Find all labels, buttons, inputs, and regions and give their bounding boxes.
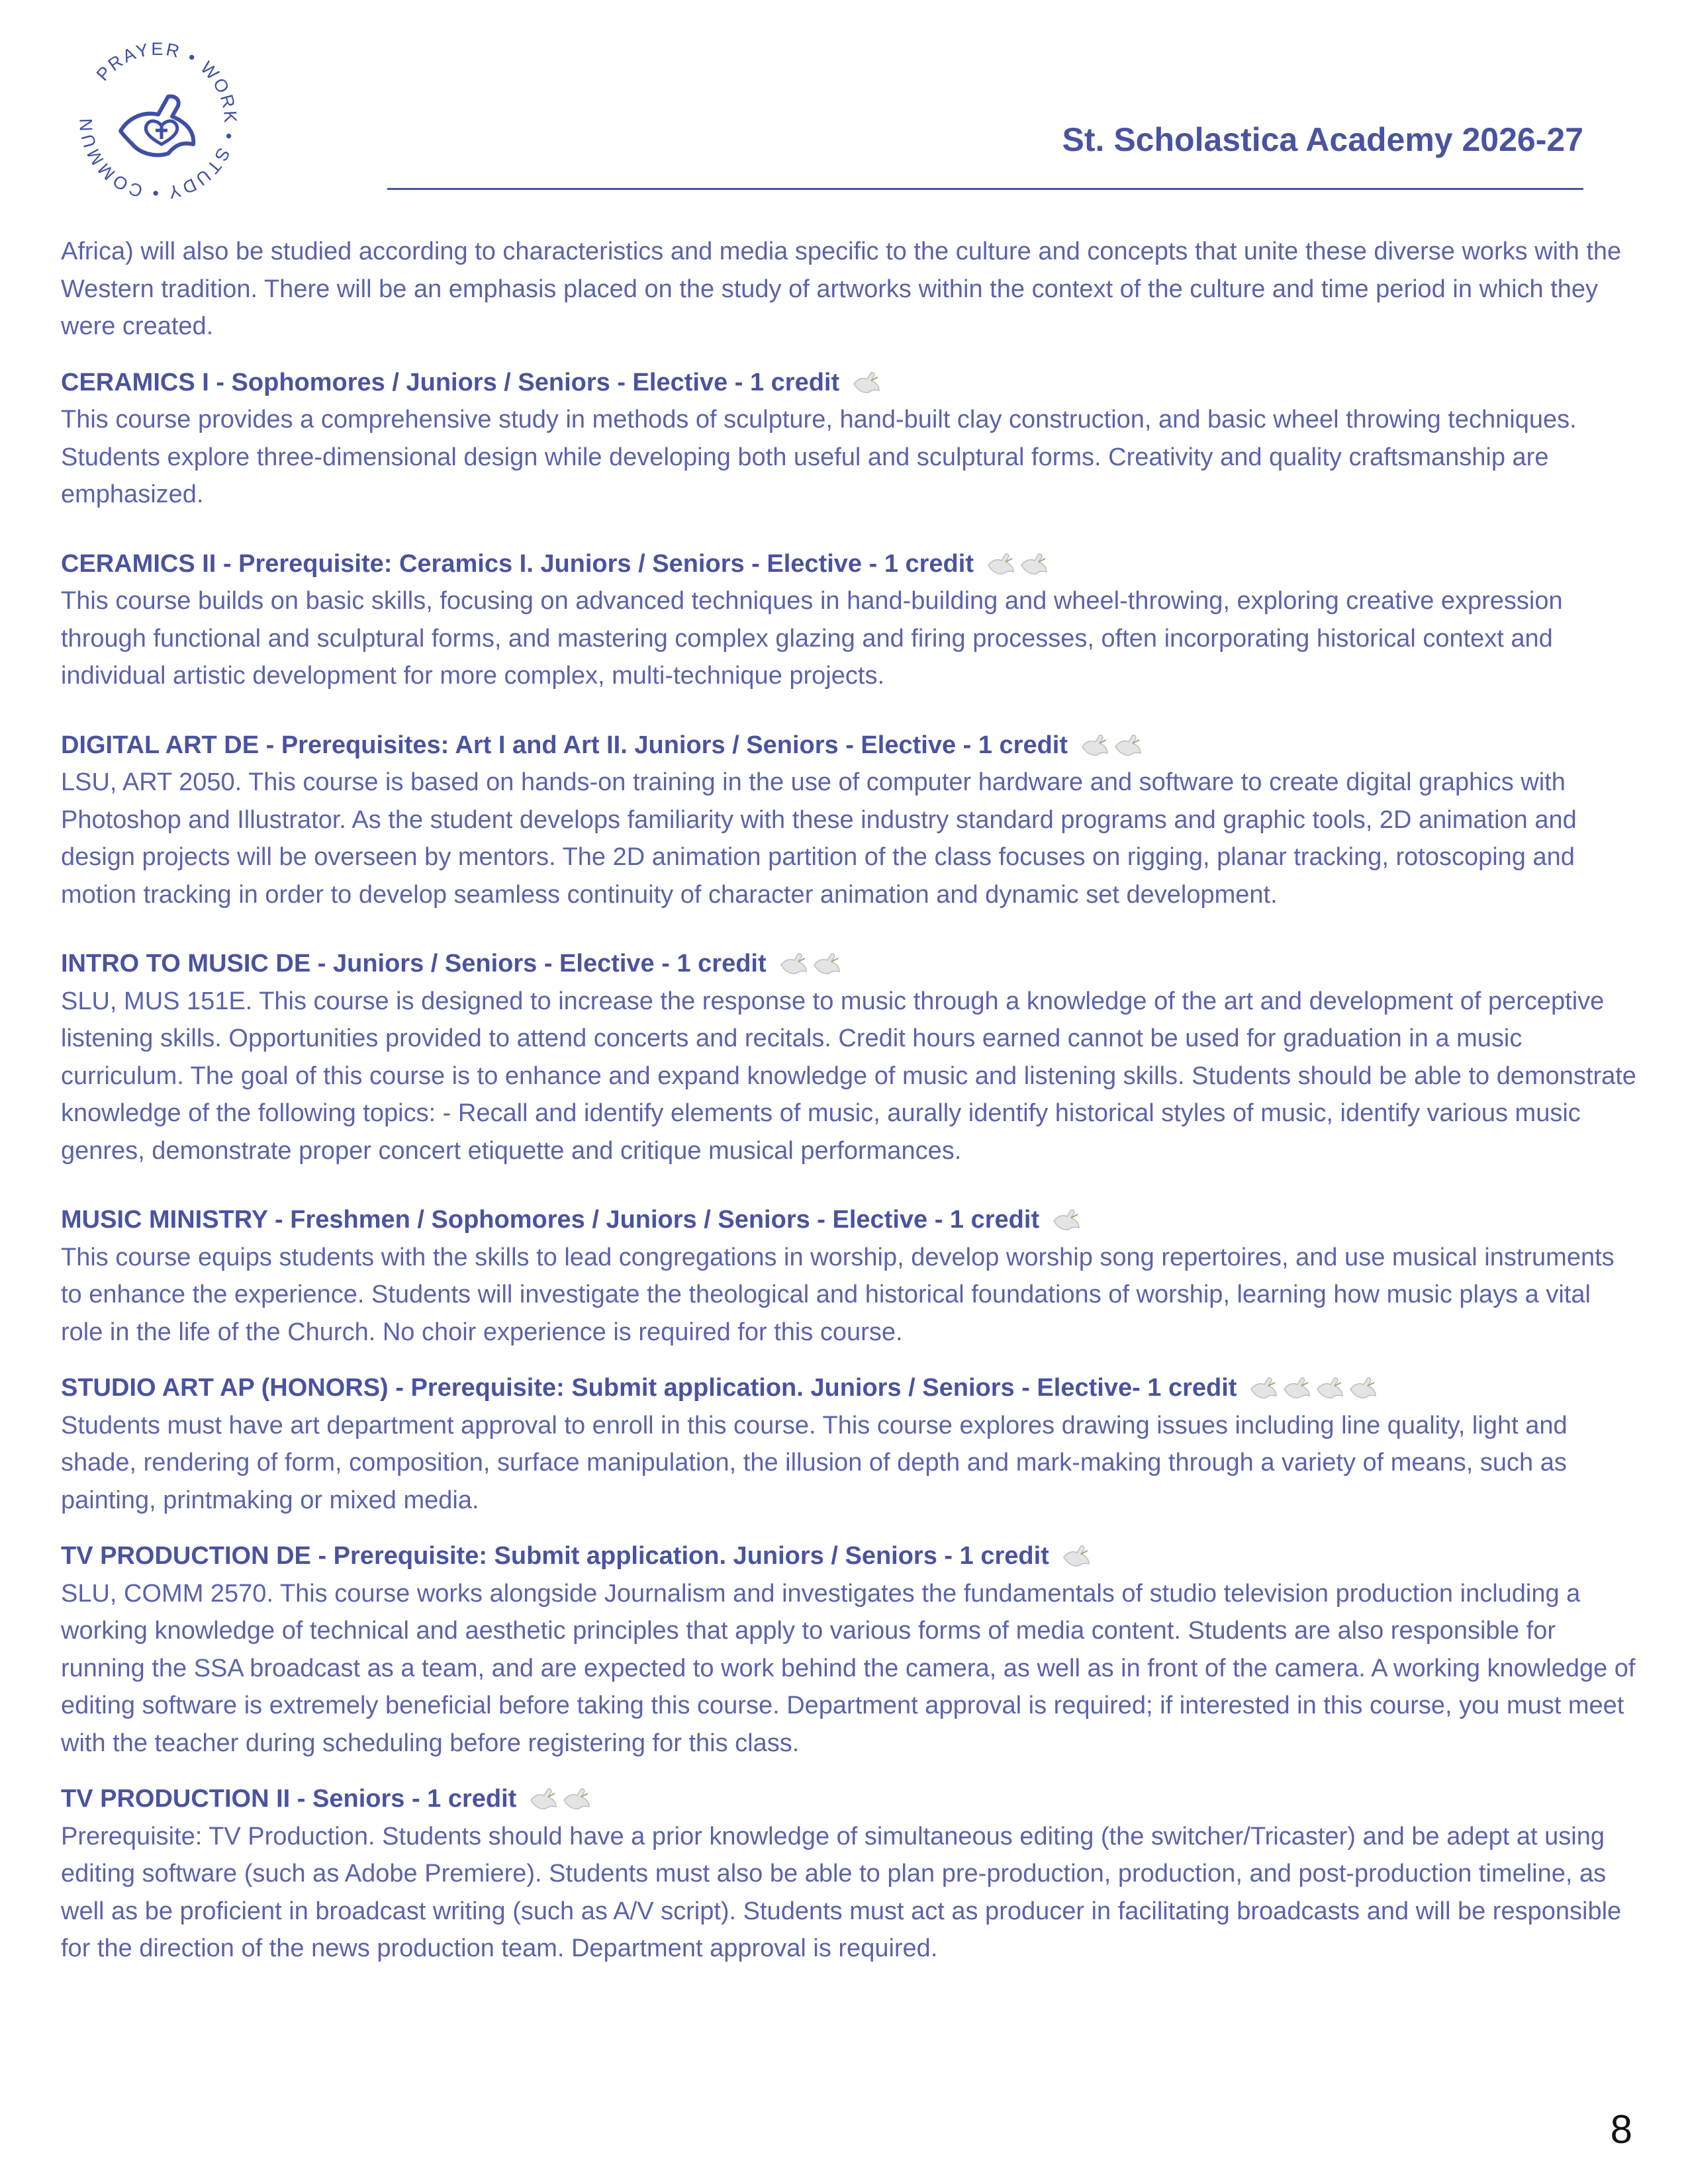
- course-title: INTRO TO MUSIC DE - Juniors / Seniors - Elective - 1 credit: [61, 950, 767, 978]
- difficulty-doves: [1051, 1208, 1082, 1232]
- difficulty-doves: [778, 952, 842, 976]
- course-entry: [61, 364, 1636, 514]
- course-title: MUSIC MINISTRY - Freshmen / Sophomores / Juniors / Seniors - Elective - 1 credit: [61, 1206, 1040, 1234]
- course-entry: [61, 945, 1636, 1169]
- header-divider: [387, 188, 1583, 190]
- course-heading: [61, 1780, 1636, 1818]
- dove-icon: [561, 1787, 592, 1811]
- dove-icon: [1315, 1376, 1345, 1400]
- dove-icon: [1113, 733, 1143, 757]
- course-entry: [61, 1780, 1636, 1968]
- dove-icon: [1080, 733, 1110, 757]
- course-heading: [61, 727, 1636, 764]
- course-entry: [61, 545, 1636, 695]
- dove-icon: [1061, 1544, 1092, 1568]
- course-description: This course builds on basic skills, focusing on advanced techniques in hand-building and wheel-throwing, exploring creative expression through functional and sculptural forms, and mastering complex glazing and firing processes, often incorporating historical context and individual artistic development for more complex, multi-technique projects.: [61, 587, 1563, 690]
- dove-cross-seal-icon: [69, 32, 248, 210]
- course-description: This course equips students with the skills to lead congregations in worship, develop worship song repertoires, and use musical instruments to enhance the experience. Students will investigate the theological and historical foundations of worship, learning how music plays a vital role in the life of the Church. No choir experience is required for this course.: [61, 1243, 1615, 1346]
- course-description: SLU, COMM 2570. This course works alongside Journalism and investigates the fundamentals of studio television production including a working knowledge of technical and aesthetic principles that apply to various forms of media content. Students are also responsible for running the SSA broadcast as a team, and are expected to work behind the camera, as well as in front of the camera. A working knowledge of editing software is extremely beneficial before taking this course. Department approval is required; if interested in this course, you must meet with the teacher during scheduling before registering for this class.: [61, 1579, 1636, 1757]
- course-entry: [61, 1369, 1636, 1519]
- page-title: St. Scholastica Academy 2026-27: [1062, 121, 1583, 158]
- course-description: LSU, ART 2050. This course is based on hands-on training in the use of computer hardware and software to create digital graphics with Photoshop and Illustrator. As the student develops familiarity with these industry standard programs and graphic tools, 2D animation and design projects will be overseen by mentors. The 2D animation partition of the class focuses on rigging, planar tracking, rotoscoping and motion tracking in order to develop seamless continuity of character animation and dynamic set development.: [61, 768, 1577, 909]
- course-heading: [61, 545, 1636, 583]
- course-heading: [61, 1537, 1636, 1575]
- course-description: This course provides a comprehensive study in methods of sculpture, hand-built clay construction, and basic wheel throwing techniques. Students explore three-dimensional design while developing both useful and sculptural forms. Creativity and quality craftsmanship are emphasized.: [61, 406, 1577, 508]
- difficulty-doves: [1080, 733, 1143, 757]
- course-heading: [61, 945, 1636, 983]
- course-heading: [61, 1201, 1636, 1239]
- difficulty-doves: [528, 1787, 592, 1811]
- dove-icon: [1019, 552, 1049, 576]
- course-title: CERAMICS II - Prerequisite: Ceramics I. Juniors / Seniors - Elective - 1 credit: [61, 549, 974, 578]
- dove-icon: [812, 952, 842, 976]
- page-number: 8: [1610, 2107, 1632, 2152]
- difficulty-doves: [851, 371, 882, 394]
- course-heading: [61, 1369, 1636, 1407]
- difficulty-doves: [1061, 1544, 1092, 1568]
- course-catalog-content: [61, 233, 1636, 1968]
- logo-ring-text: PRAYER • WORK • STUDY • COMMUN: [75, 38, 241, 204]
- school-logo: [69, 32, 248, 210]
- dove-icon: [986, 552, 1016, 576]
- course-description: Prerequisite: TV Production. Students should have a prior knowledge of simultaneous editing (the switcher/Tricaster) and be adept at using editing software (such as Adobe Premiere). Students must also be able to plan pre-production, production, and post-production timeline, as well as be proficient in broadcast writing (such as A/V script). Students must act as producer in facilitating broadcasts and will be responsible for the direction of the news production team. Department approval is required.: [61, 1822, 1622, 1962]
- course-description: SLU, MUS 151E. This course is designed to increase the response to music through a knowledge of the art and development of perceptive listening skills. Opportunities provided to attend concerts and recitals. Credit hours earned cannot be used for graduation in a music curriculum. The goal of this course is to enhance and expand knowledge of music and listening skills. Students should be able to demonstrate knowledge of the following topics: - Recall and identify elements of music, aurally identify historical styles of music, identify various music genres, demonstrate proper concert etiquette and critique musical performances.: [61, 987, 1636, 1165]
- course-entry: [61, 1201, 1636, 1351]
- course-description: Students must have art department approval to enroll in this course. This course explores drawing issues including line quality, light and shade, rendering of form, composition, surface manipulation, the illusion of depth and mark-making through a variety of means, such as painting, printmaking or mixed media.: [61, 1411, 1568, 1514]
- dove-icon: [851, 371, 882, 394]
- course-entry: [61, 1537, 1636, 1762]
- dove-icon: [1282, 1376, 1312, 1400]
- dove-icon: [1051, 1208, 1082, 1232]
- intro-paragraph: Africa) will also be studied according to characteristics and media specific to the culture and concepts that unite these diverse works with the Western tradition. There will be an emphasis placed on the study of artworks within the context of the culture and time period in which they were created.: [61, 238, 1622, 340]
- difficulty-doves: [1248, 1376, 1378, 1400]
- course-heading: [61, 364, 1636, 402]
- dove-icon: [778, 952, 809, 976]
- course-title: DIGITAL ART DE - Prerequisites: Art I and Art II. Juniors / Seniors - Elective - 1 credit: [61, 731, 1068, 759]
- svg-text:PRAYER • WORK • STUDY • COMMUN: [69, 32, 240, 203]
- dove-icon: [1348, 1376, 1378, 1400]
- dove-icon: [1248, 1376, 1279, 1400]
- course-title: CERAMICS I - Sophomores / Juniors / Seniors - Elective - 1 credit: [61, 368, 840, 396]
- dove-icon: [528, 1787, 559, 1811]
- course-title: TV PRODUCTION DE - Prerequisite: Submit application. Juniors / Seniors - 1 credit: [61, 1542, 1049, 1570]
- difficulty-doves: [986, 552, 1049, 576]
- course-title: TV PRODUCTION II - Seniors - 1 credit: [61, 1785, 517, 1813]
- course-entry: [61, 727, 1636, 914]
- course-title: STUDIO ART AP (HONORS) - Prerequisite: Submit application. Juniors / Seniors - Elective- 1 credit: [61, 1374, 1237, 1402]
- course-list: [61, 364, 1636, 1968]
